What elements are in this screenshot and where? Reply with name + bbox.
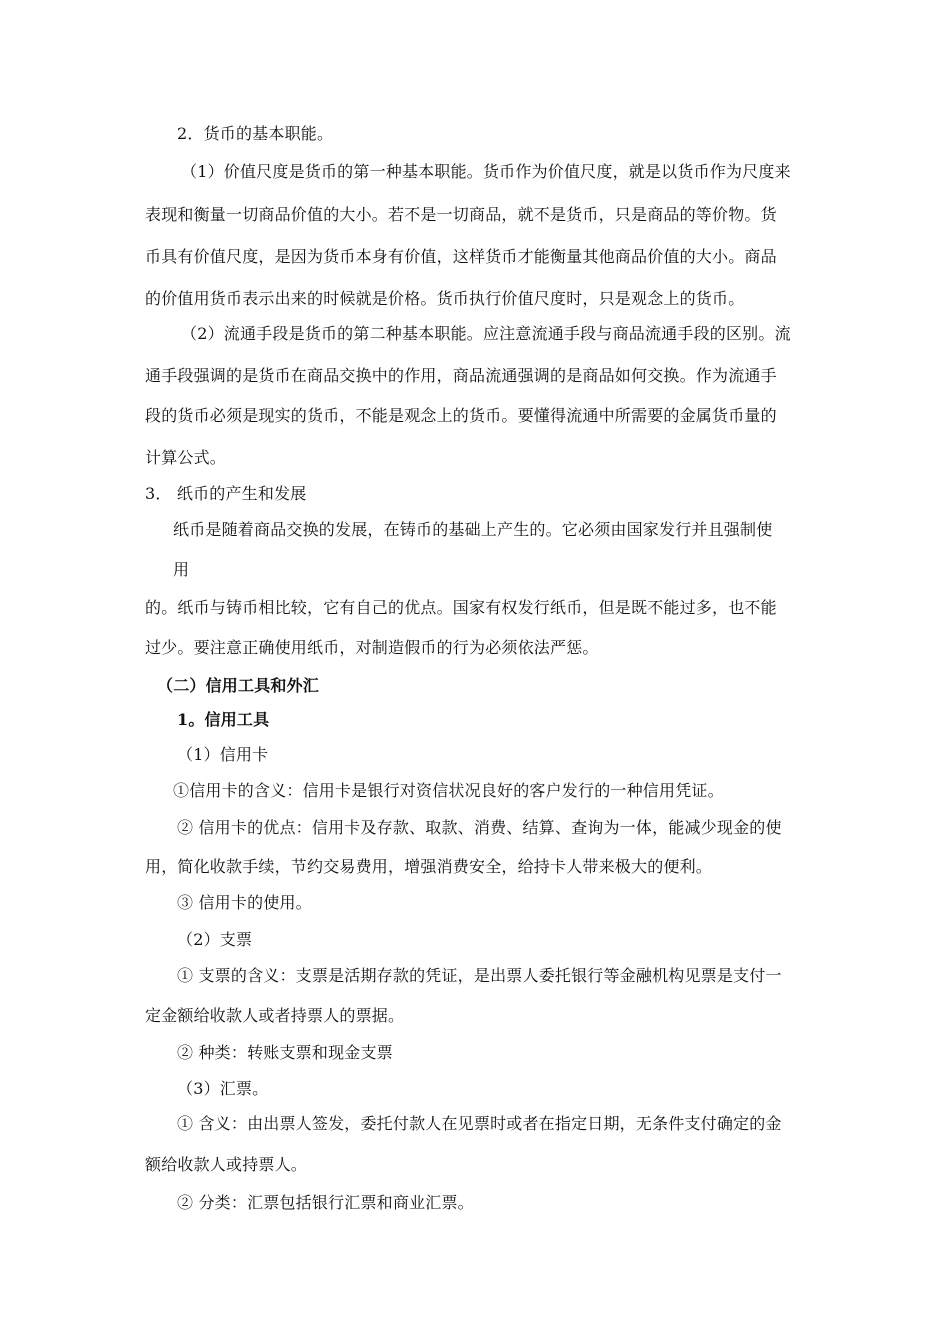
paragraph-line: 计算公式。 [145,448,227,467]
paragraph-line: 纸币是随着商品交换的发展，在铸币的基础上产生的。它必须由国家发行并且强制使 [173,520,773,539]
paragraph-line: ② 种类：转账支票和现金支票 [177,1043,393,1062]
paragraph-line: 段的货币必须是现实的货币，不能是观念上的货币。要懂得流通中所需要的金属货币量的 [145,406,777,425]
paragraph-line: 用，简化收款手续，节约交易费用，增强消费安全，给持卡人带来极大的便利。 [145,857,713,876]
paragraph-line: 币具有价值尺度，是因为货币本身有价值，这样货币才能衡量其他商品价值的大小。商品 [145,247,777,266]
section-heading-credit-tools: （二）信用工具和外汇 [157,676,320,695]
section-heading-money-functions: 2．货币的基本职能。 [177,124,334,143]
item-heading-draft: （3）汇票。 [177,1079,269,1098]
paragraph-line: 通手段强调的是货币在商品交换中的作用，商品流通强调的是商品如何交换。作为流通手 [145,366,777,385]
paragraph-line: 表现和衡量一切商品价值的大小。若不是一切商品，就不是货币，只是商品的等价物。货 [145,205,777,224]
paragraph-line: 的。纸币与铸币相比较，它有自己的优点。国家有权发行纸币，但是既不能过多，也不能 [145,598,777,617]
item-heading-credit-card: （1）信用卡 [177,745,269,764]
paragraph-line: ② 信用卡的优点：信用卡及存款、取款、消费、结算、查询为一体，能减少现金的使 [177,818,782,837]
subsection-heading-credit-tools: 1。信用工具 [177,710,270,729]
paragraph-line: 额给收款人或持票人。 [145,1155,308,1174]
paragraph-line: ① 含义：由出票人签发，委托付款人在见票时或者在指定日期，无条件支付确定的金 [177,1114,782,1133]
paragraph-line: （1）价值尺度是货币的第一种基本职能。货币作为价值尺度，就是以货币作为尺度来 [181,162,791,181]
section-heading-paper-money: 3． 纸币的产生和发展 [145,484,307,503]
paragraph-line: ③ 信用卡的使用。 [177,893,312,912]
paragraph-line: （2）流通手段是货币的第二种基本职能。应注意流通手段与商品流通手段的区别。流 [181,324,791,343]
paragraph-line: 定金额给收款人或者持票人的票据。 [145,1006,405,1025]
paragraph-line: 的价值用货币表示出来的时候就是价格。货币执行价值尺度时，只是观念上的货币。 [145,289,745,308]
paragraph-line: 用 [173,560,190,579]
item-heading-check: （2）支票 [177,930,253,949]
paragraph-line: ①信用卡的含义：信用卡是银行对资信状况良好的客户发行的一种信用凭证。 [173,781,724,800]
paragraph-line: ② 分类：汇票包括银行汇票和商业汇票。 [177,1193,474,1212]
paragraph-line: ① 支票的含义：支票是活期存款的凭证，是出票人委托银行等金融机构见票是支付一 [177,966,782,985]
paragraph-line: 过少。要注意正确使用纸币，对制造假币的行为必须依法严惩。 [145,638,599,657]
